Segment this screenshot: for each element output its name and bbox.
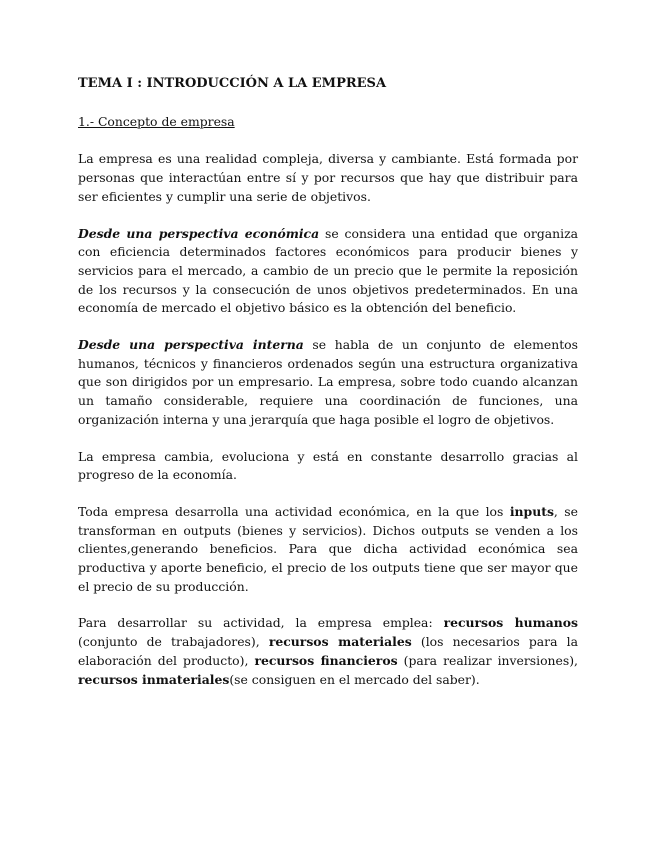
paragraph-text: , se transforman en outputs (bienes y servicios). Dichos outputs se venden a los clientes,generando beneficios. Para que dicha actividad económica sea productiva y aporte beneficio, el precio de los outputs tiene que ser mayor que el precio de su producción.	[78, 503, 578, 594]
paragraph-text: se considera una entidad que organiza con eficiencia determinados factores económicos para producir bienes y servicios para el mercado, a cambio de un precio que le permite la reposición de los recursos y la consecución de unos objetivos predeterminados. En una economía de mercado el objetivo básico es la obtención del beneficio.	[78, 225, 578, 316]
paragraph-text: Toda empresa desarrolla una actividad económica, en la que los	[78, 503, 510, 519]
bold-term: recursos inmateriales	[78, 671, 230, 687]
paragraph-text: (para realizar inversiones),	[397, 652, 578, 668]
paragraph-text: La empresa es una realidad compleja, diversa y cambiante. Está formada por personas que interactúan entre sí y por recursos que hay que distribuir para ser eficientes y cumplir una serie de objetivos.	[78, 151, 578, 204]
paragraph-intro	[78, 150, 578, 206]
paragraph-lead: Desde una perspectiva económica	[78, 225, 320, 241]
paragraph-change	[78, 448, 578, 485]
bold-term: recursos financieros	[254, 652, 398, 668]
bold-term: recursos humanos	[443, 615, 578, 631]
paragraph-activity	[78, 503, 578, 597]
paragraph-resources	[78, 614, 578, 689]
paragraph-text: (los necesarios para la elaboración del producto),	[78, 634, 578, 668]
paragraph-lead: Desde una perspectiva interna	[78, 337, 304, 353]
paragraph-text: (se consiguen en el mercado del saber).	[229, 671, 480, 687]
document-page	[78, 75, 578, 707]
paragraph-economic-perspective	[78, 225, 578, 319]
paragraph-text: se habla de un conjunto de elementos humanos, técnicos y financieros ordenados según una estructura organizativa que son dirigidos por un empresario. La empresa, sobre todo cuando alcanzan un tamaño considerable, requiere una coordinación de funciones, una organización interna y una jerarquía que haga posible el logro de objetivos.	[78, 337, 578, 427]
paragraph-internal-perspective	[78, 336, 578, 430]
document-title: TEMA I : INTRODUCCIÓN A LA EMPRESA	[78, 76, 387, 91]
section-heading: 1.- Concepto de empresa	[78, 113, 235, 129]
bold-term: recursos materiales	[268, 634, 412, 650]
paragraph-text: Para desarrollar su actividad, la empresa emplea:	[78, 615, 444, 631]
bold-term: inputs	[509, 503, 554, 519]
paragraph-text: (conjunto de trabajadores),	[78, 634, 269, 650]
paragraph-text: La empresa cambia, evoluciona y está en constante desarrollo gracias al progreso de la economía.	[78, 448, 578, 483]
